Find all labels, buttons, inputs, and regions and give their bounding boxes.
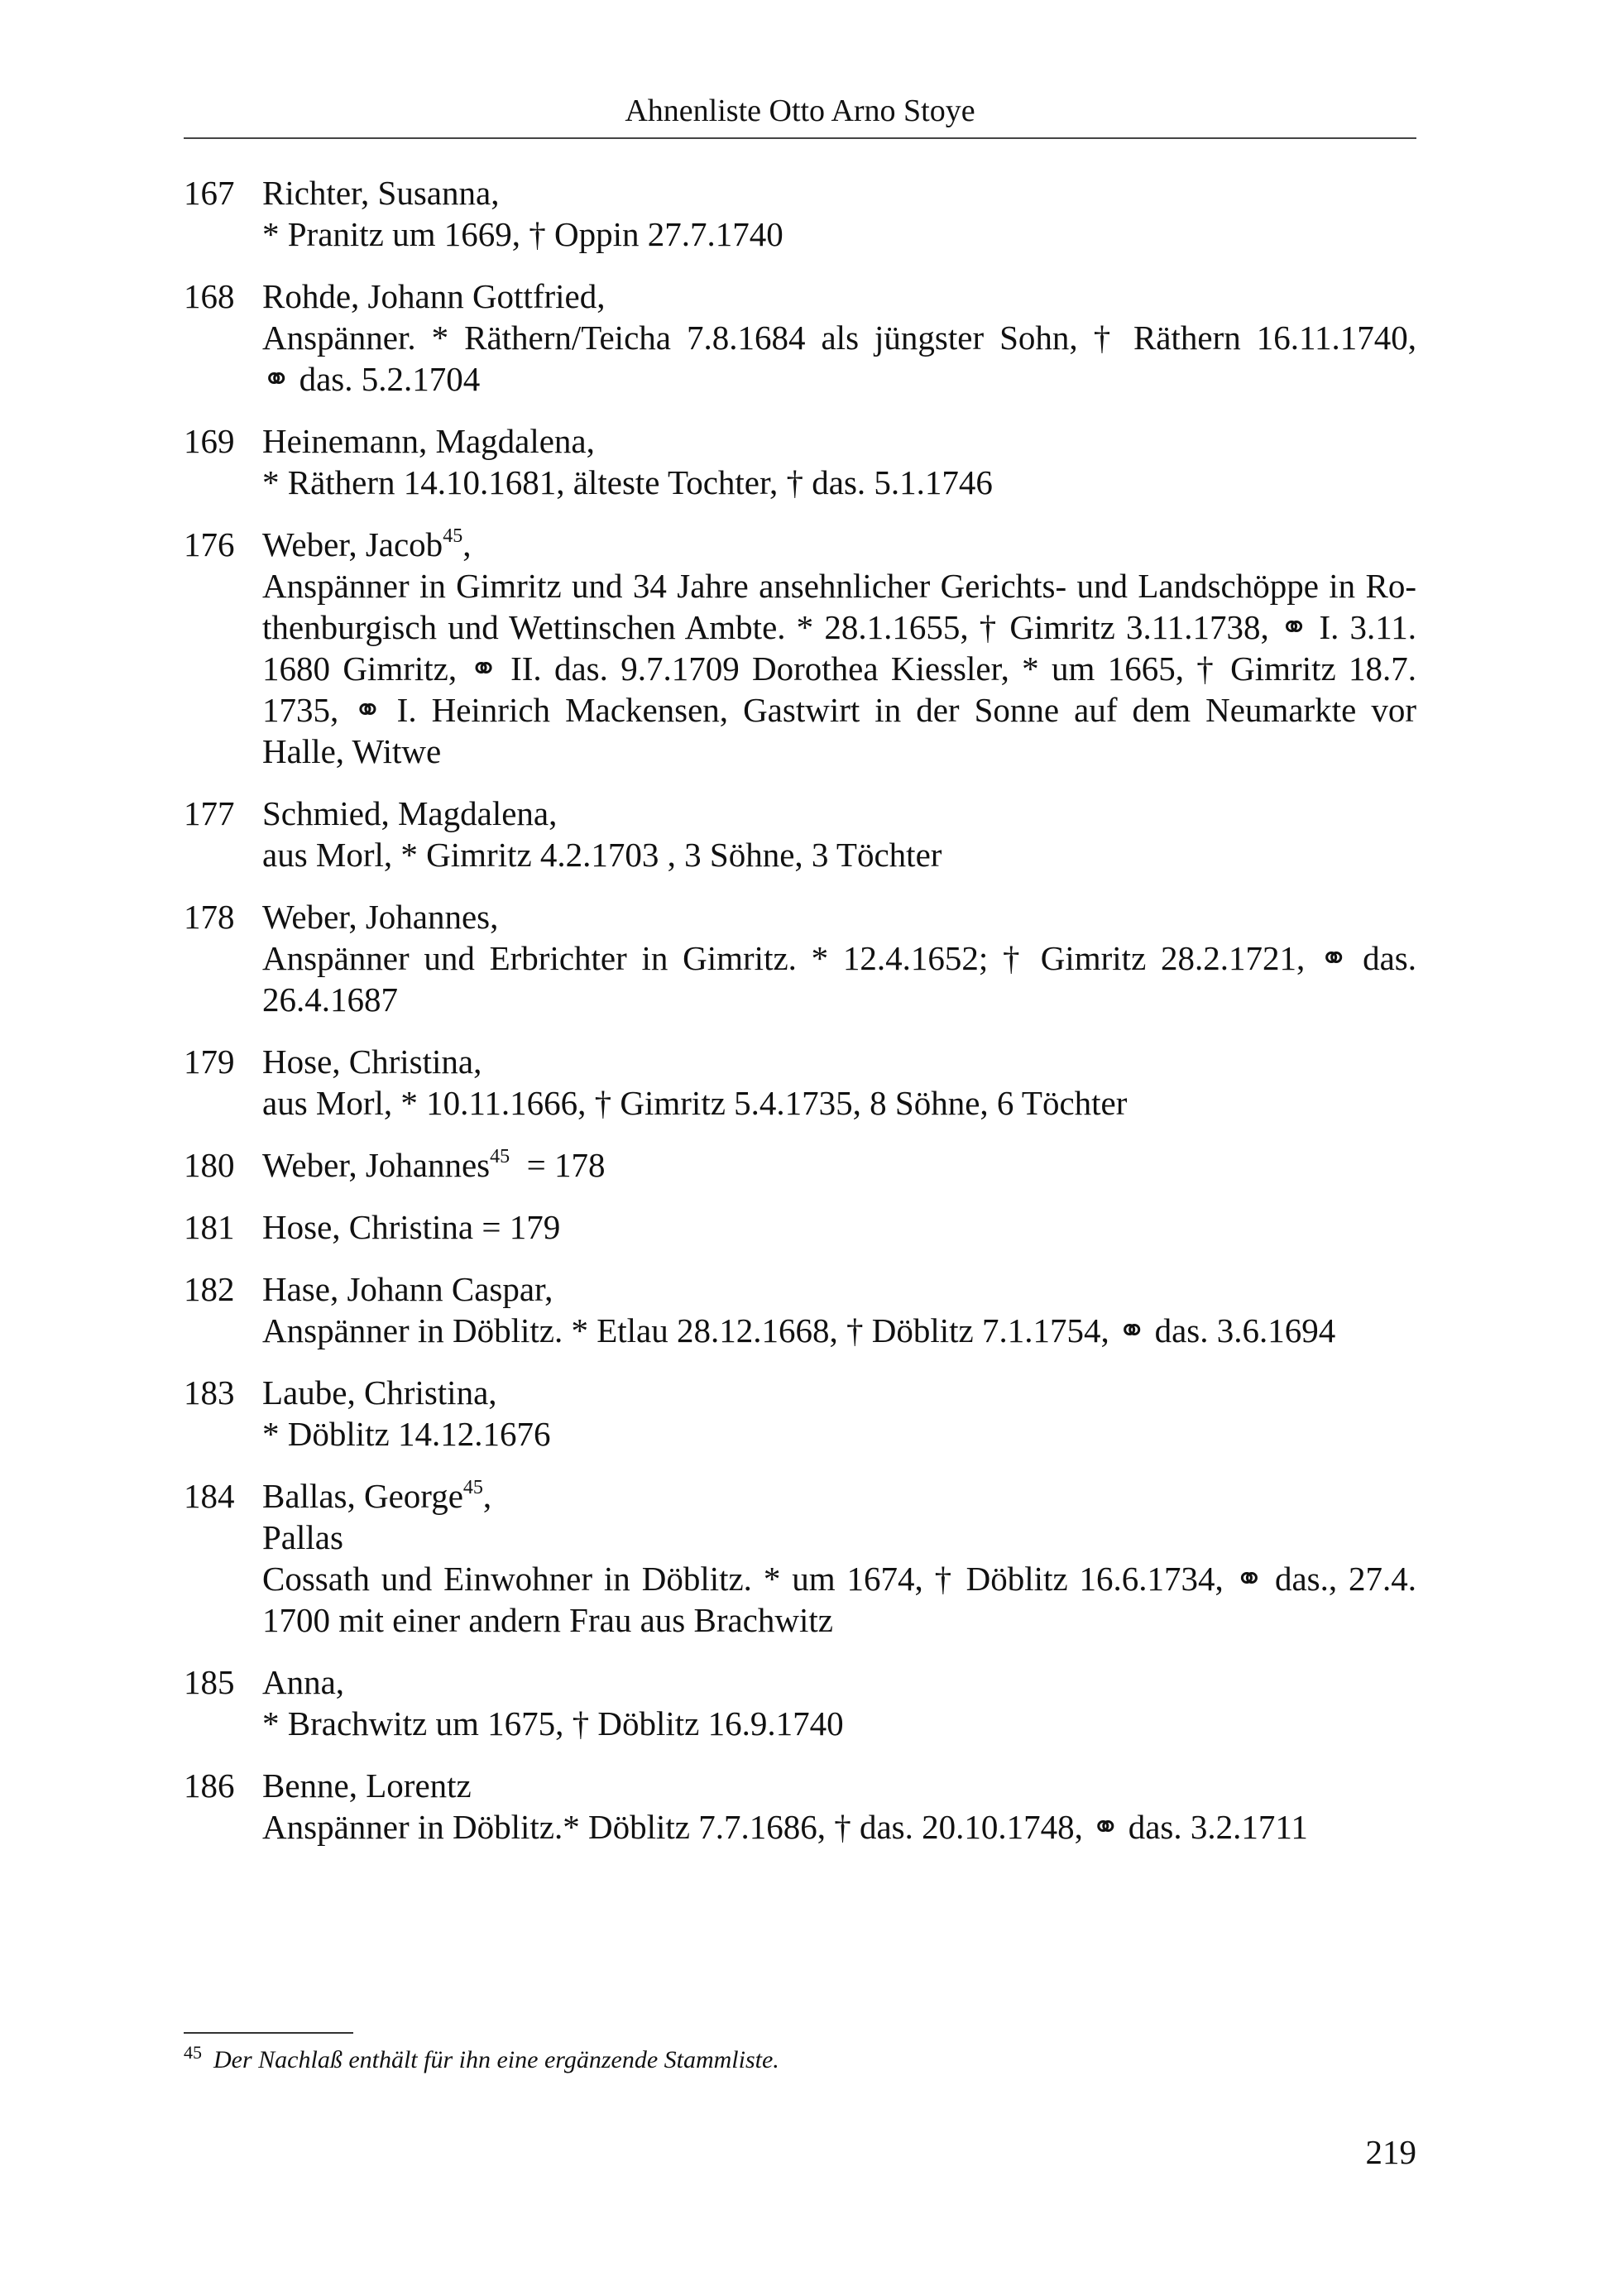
- entry-name-line: [262, 793, 1416, 834]
- entry-detail-line: thenburgisch und Wettinschen Ambte. * 28.1.1655, † Gimritz 3.11.1738, ⚭ I. 3.11.: [262, 608, 1416, 646]
- entry-detail-line: 1680 Gimritz, ⚭ II. das. 9.7.1709 Dorothea Kiessler, * um 1665, † Gimritz 18.7.: [262, 649, 1416, 688]
- entry-name: Laube, Christina,: [262, 1373, 497, 1412]
- ancestor-entry: [184, 1144, 1416, 1186]
- entry-name: Weber, Johannes: [262, 1146, 491, 1184]
- entry-detail-line: * Pranitz um 1669, † Oppin 27.7.1740: [262, 215, 783, 253]
- entry-name: Hose, Christina = 179: [262, 1208, 561, 1246]
- entry-name: Heinemann, Magdalena,: [262, 422, 595, 460]
- entry-number: 182: [184, 1270, 235, 1308]
- entry-name-line: [262, 1661, 1416, 1703]
- entry-body: [262, 1372, 1416, 1455]
- ancestor-entry: [184, 1765, 1416, 1848]
- entry-name: Benne, Lorentz: [262, 1766, 472, 1805]
- entry-detail-line: Anspänner. * Räthern/Teicha 7.8.1684 als jüngster Sohn, † Räthern 16.11.1740,: [262, 319, 1416, 357]
- entry-body: [262, 172, 1416, 255]
- entry-name: Weber, Jacob: [262, 525, 443, 563]
- entry-name-suffix: ,: [462, 525, 472, 563]
- ancestor-entry: [184, 896, 1416, 1020]
- entry-number: 183: [184, 1373, 235, 1412]
- entry-number: 177: [184, 794, 235, 832]
- entry-number: 167: [184, 174, 235, 212]
- entry-name: Hose, Christina,: [262, 1043, 482, 1081]
- footnote-mark: 45: [184, 2042, 202, 2063]
- entry-name-line: [262, 1041, 1416, 1082]
- entry-body: [262, 524, 1416, 772]
- entry-body: [262, 1661, 1416, 1744]
- entry-name: Richter, Susanna,: [262, 174, 500, 212]
- entry-number: 185: [184, 1663, 235, 1701]
- footnote-reference: 45: [462, 1477, 483, 1499]
- ancestor-entry: [184, 420, 1416, 503]
- ancestor-entry: [184, 1268, 1416, 1351]
- entry-detail-line: Anspänner in Gimritz und 34 Jahre ansehnlicher Gerichts- und Landschöppe in Ro-: [262, 567, 1416, 605]
- entry-name-line: [262, 1475, 1416, 1517]
- ancestor-entry: [184, 524, 1416, 772]
- page-number: 219: [1365, 2133, 1416, 2171]
- entry-detail-line: Anspänner und Erbrichter in Gimritz. * 12.4.1652; † Gimritz 28.2.1721, ⚭ das.: [262, 939, 1416, 977]
- entry-name: Weber, Johannes,: [262, 898, 499, 936]
- entry-detail-line: 1700 mit einer andern Frau aus Brachwitz: [262, 1601, 833, 1639]
- entry-name-suffix: = 178: [510, 1146, 606, 1184]
- ancestor-entry: [184, 1475, 1416, 1641]
- entry-detail-line: aus Morl, * Gimritz 4.2.1703 , 3 Söhne, 3 Töchter: [262, 836, 942, 874]
- entry-body: [262, 896, 1416, 1020]
- entry-number: 181: [184, 1208, 235, 1246]
- entry-name-line: [262, 1206, 1416, 1248]
- ancestor-entry: [184, 1372, 1416, 1455]
- ancestor-entry: [184, 793, 1416, 875]
- ancestor-entry: [184, 1206, 1416, 1248]
- entry-name-line: [262, 276, 1416, 317]
- entry-name: Schmied, Magdalena,: [262, 794, 558, 832]
- entry-detail-line: * Döblitz 14.12.1676: [262, 1415, 551, 1453]
- entry-name: Ballas, George: [262, 1477, 463, 1515]
- entry-detail-line: * Räthern 14.10.1681, älteste Tochter, † das. 5.1.1746: [262, 463, 993, 501]
- entry-number: 186: [184, 1766, 235, 1805]
- entry-number: 180: [184, 1146, 235, 1184]
- running-header-title: Ahnenliste Otto Arno Stoye: [625, 93, 975, 128]
- footnote-rule: [184, 2032, 353, 2034]
- footnote-reference: 45: [443, 525, 463, 548]
- entry-number: 184: [184, 1477, 235, 1515]
- entry-name-line: [262, 172, 1416, 213]
- entry-number: 176: [184, 525, 235, 563]
- entry-name-line: [262, 420, 1416, 462]
- entry-detail-line: 1735, ⚭ I. Heinrich Mackensen, Gastwirt in der Sonne auf dem Neumarkte vor: [262, 691, 1416, 729]
- ancestor-entry: [184, 1661, 1416, 1744]
- ancestor-entry: [184, 276, 1416, 400]
- entry-name-line: [262, 1765, 1416, 1806]
- header-rule: [184, 137, 1416, 139]
- ancestor-entry: [184, 172, 1416, 255]
- entry-number: 169: [184, 422, 235, 460]
- entry-body: [262, 1041, 1416, 1124]
- ancestor-entry: [184, 1041, 1416, 1124]
- entry-detail-line: * Brachwitz um 1675, † Döblitz 16.9.1740: [262, 1704, 844, 1742]
- entry-body: [262, 420, 1416, 503]
- entry-body: [262, 1206, 1416, 1248]
- entry-name-suffix: ,: [482, 1477, 492, 1515]
- entry-body: [262, 1765, 1416, 1848]
- entry-detail-line: aus Morl, * 10.11.1666, † Gimritz 5.4.1735, 8 Söhne, 6 Töchter: [262, 1084, 1128, 1122]
- entry-detail-line: Pallas: [262, 1518, 343, 1556]
- entry-name: Rohde, Johann Gottfried,: [262, 277, 606, 315]
- entry-detail-line: Cossath und Einwohner in Döblitz. * um 1674, † Döblitz 16.6.1734, ⚭ das., 27.4.: [262, 1560, 1416, 1598]
- entry-detail-line: Halle, Witwe: [262, 732, 442, 770]
- entry-name-line: [262, 524, 1416, 565]
- entry-detail-line: 26.4.1687: [262, 980, 398, 1019]
- entry-name-line: [262, 1144, 1416, 1186]
- entry-number: 178: [184, 898, 235, 936]
- entry-detail-line: Anspänner in Döblitz.* Döblitz 7.7.1686, † das. 20.10.1748, ⚭ das. 3.2.1711: [262, 1808, 1308, 1846]
- entry-number: 168: [184, 277, 235, 315]
- entry-name-line: [262, 1268, 1416, 1310]
- entry-name: Anna,: [262, 1663, 345, 1701]
- ancestor-list: [184, 172, 1416, 1868]
- entry-name-line: [262, 1372, 1416, 1413]
- entry-number: 179: [184, 1043, 235, 1081]
- entry-detail-line: ⚭ das. 5.2.1704: [262, 360, 481, 398]
- footnote-reference: 45: [490, 1146, 510, 1168]
- entry-body: [262, 1144, 1416, 1186]
- entry-body: [262, 1475, 1416, 1641]
- footnote-text: Der Nachlaß enthält für ihn eine ergänzende Stammliste.: [213, 2046, 779, 2073]
- entry-name: Hase, Johann Caspar,: [262, 1270, 553, 1308]
- footnote: [184, 2044, 779, 2077]
- entry-body: [262, 793, 1416, 875]
- entry-body: [262, 276, 1416, 400]
- entry-body: [262, 1268, 1416, 1351]
- entry-name-line: [262, 896, 1416, 937]
- entry-detail-line: Anspänner in Döblitz. * Etlau 28.12.1668, † Döblitz 7.1.1754, ⚭ das. 3.6.1694: [262, 1311, 1336, 1349]
